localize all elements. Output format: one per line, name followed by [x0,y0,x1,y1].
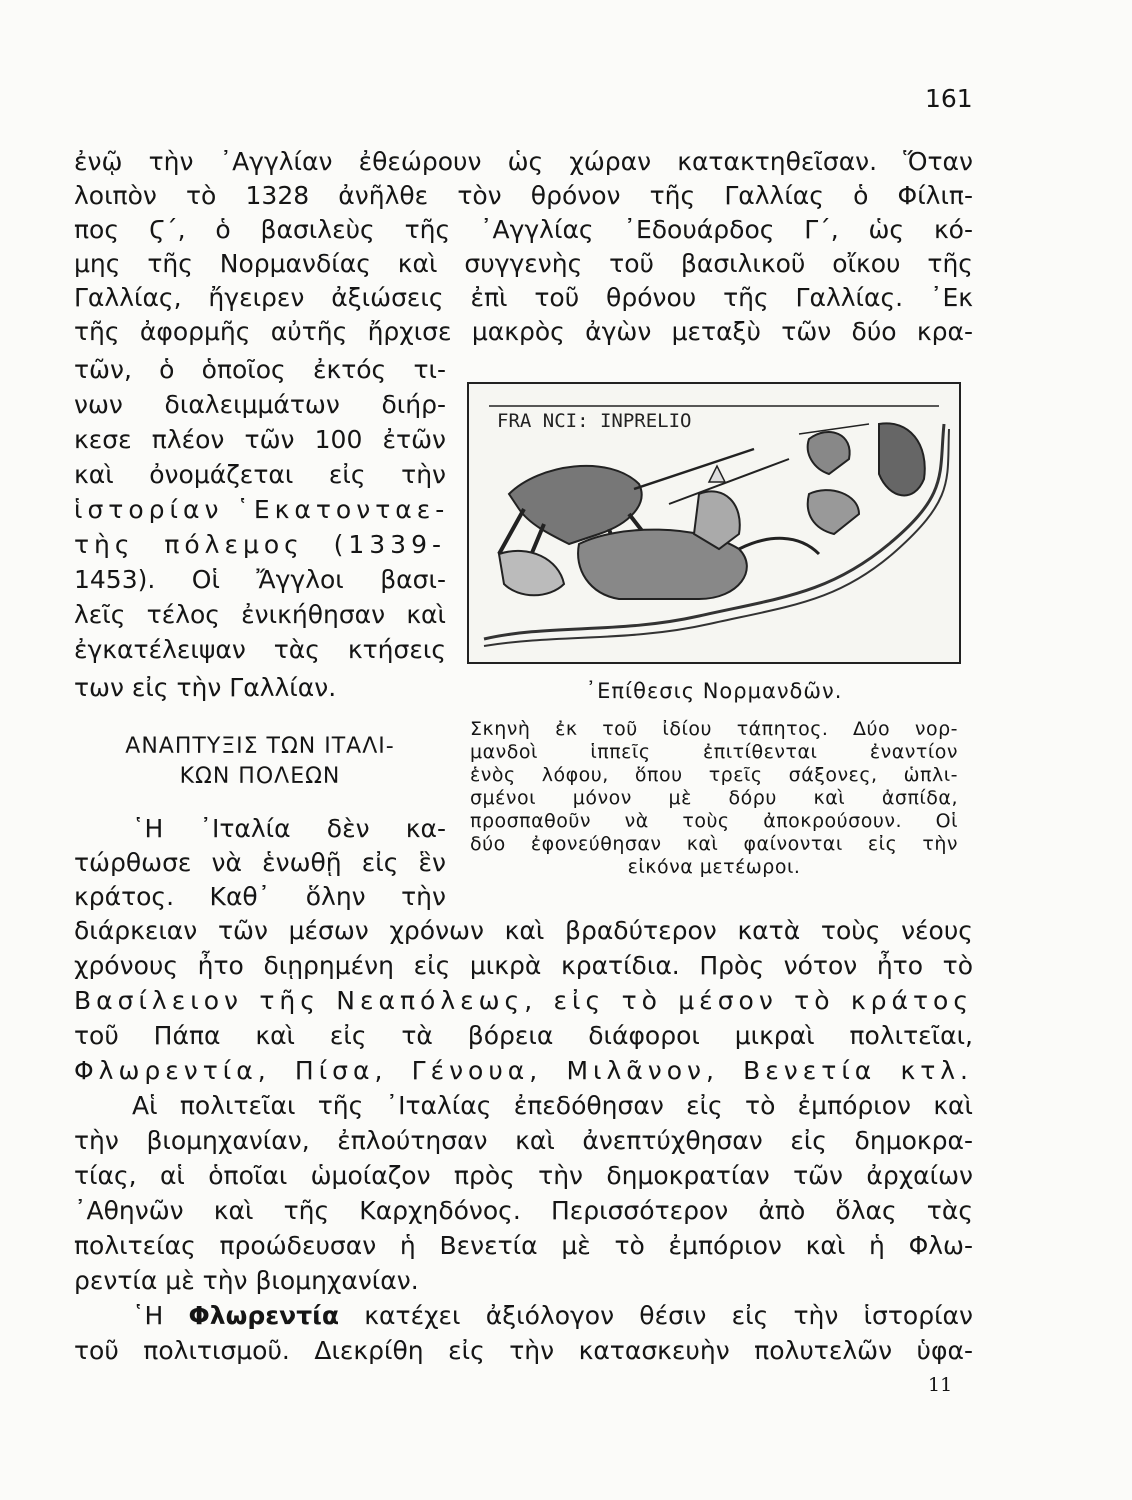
text-line: τίας, αἱ ὁποῖαι ὡμοίαζον πρὸς τὴν δημοκρατίαν τῶν ἀρχαίων [74,1161,973,1190]
figure-title: ᾽Επίθεσις Νορμανδῶν. [585,679,843,703]
section-heading: ΑΝΑΠΤΥΞΙΣ ΤΩΝ ΙΤΑΛΙ- [125,734,395,759]
text-line: καὶ ὀνομάζεται εἰς τὴν [74,460,446,489]
tapestry-illustration [467,382,961,664]
text-line: τοῦ Πάπα καὶ εἰς τὰ βόρεια διάφοροι μικραὶ πολιτεῖαι, [74,1021,973,1050]
text-fragment: κατέχει ἀξιόλογον θέσιν εἰς τὴν ἱστορίαν [339,1301,974,1330]
text-line: κράτος. Καθ᾽ ὅλην τὴν [74,882,446,911]
text-fragment: ῾Η [132,1301,189,1330]
section-heading: ΚΩΝ ΠΟΛΕΩΝ [179,764,341,789]
text-line: νων διαλειμμάτων διήρ- [74,390,446,419]
text-line: ἐνῷ τὴν ᾽Αγγλίαν ἐθεώρουν ὡς χώραν κατακτηθεῖσαν. Ὅταν [74,147,973,176]
figure-caption-line: προσπαθοῦν νὰ τοὺς ἀποκρούσουν. Οἱ [470,810,958,832]
text-line: πος Ϛ΄, ὁ βασιλεὺς τῆς ᾽Αγγλίας ᾽Εδουάρδος Γ΄, ὡς κό- [74,215,973,244]
text-line: διάρκειαν τῶν μέσων χρόνων καὶ βραδύτερον κατὰ τοὺς νέους [74,916,973,945]
text-line: ἐγκατέλειψαν τὰς κτήσεις [74,635,446,664]
text-line: Αἱ πολιτεῖαι τῆς ᾽Ιταλίας ἐπεδόθησαν εἰς τὸ ἐμπόριον καὶ [132,1091,973,1120]
text-line: κεσε πλέον τῶν 100 ἐτῶν [74,425,446,454]
signature-mark: 11 [928,1374,953,1396]
text-line: ᾽Αθηνῶν καὶ τῆς Καρχηδόνος. Περισσότερον ἀπὸ ὅλας τὰς [74,1196,973,1225]
text-line: λοιπὸν τὸ 1328 ἀνῆλθε τὸν θρόνον τῆς Γαλλίας ὁ Φίλιπ- [74,181,973,210]
text-line: τὴν βιομηχανίαν, ἐπλούτησαν καὶ ἀνεπτύχθησαν εἰς δημοκρα- [74,1126,973,1155]
text-line: τοῦ πολιτισμοῦ. Διεκρίθη εἰς τὴν κατασκευὴν πολυτελῶν ὑφα- [74,1336,973,1365]
text-line [74,1300,973,1331]
text-line: ρεντία μὲ τὴν βιομηχανίαν. [74,1266,419,1295]
text-line: τῆς ἀφορμῆς αὐτῆς ἤρχισε μακρὸς ἀγὼν μεταξὺ τῶν δύο κρα- [74,317,973,346]
text-line: Φλωρεντία, Πίσα, Γένουα, Μιλᾶνον, Βενετία κτλ. [74,1056,973,1085]
page-number: 161 [925,84,973,113]
figure-caption-line: σμένοι μόνον μὲ δόρυ καὶ ἀσπίδα, [470,787,958,809]
text-line: λεῖς τέλος ἐνικήθησαν καὶ [74,600,446,629]
text-line: τώρθωσε νὰ ἑνωθῇ εἰς ἓν [74,848,446,877]
figure-caption-line: μανδοὶ ἱππεῖς ἐπιτίθενται ἐναντίον [470,741,958,763]
figure-caption-line: δύο ἐφονεύθησαν καὶ φαίνονται εἰς τὴν [470,833,958,855]
text-line: ῾Η ᾽Ιταλία δὲν κα- [132,814,446,843]
text-line: των εἰς τὴν Γαλλίαν. [74,673,337,702]
emphasized-term: Φλωρεντία [188,1301,340,1330]
text-line: τῶν, ὁ ὁποῖος ἐκτός τι- [74,355,446,384]
text-line: 1453). Οἱ Ἄγγλοι βασι- [74,565,446,594]
text-line: ἱστορίαν ῾Εκατονταε- [74,495,450,524]
text-line: μης τῆς Νορμανδίας καὶ συγγενὴς τοῦ βασιλικοῦ οἴκου τῆς [74,249,973,278]
text-line: πολιτείας προώδευσαν ἡ Βενετία μὲ τὸ ἐμπόριον καὶ ἡ Φλω- [74,1231,973,1260]
text-line: χρόνους ἦτο διῃρημένη εἰς μικρὰ κρατίδια. Πρὸς νότον ἦτο τὸ [74,951,973,980]
figure-caption-line: εἰκόνα μετέωροι. [627,856,801,878]
figure-inscription: FRA NCI: INPRELIO [497,410,692,432]
text-line: Βασίλειον τῆς Νεαπόλεως, εἰς τὸ μέσον τὸ κράτος [74,986,973,1015]
tapestry-drawing [469,384,959,662]
figure-caption-line: ἑνὸς λόφου, ὅπου τρεῖς σάξονες, ὡπλι- [470,764,958,786]
figure-caption-line: Σκηνὴ ἐκ τοῦ ἰδίου τάπητος. Δύο νορ- [470,718,958,740]
text-line: τὴς πόλεμος (1339- [74,530,446,559]
text-line: Γαλλίας, ἤγειρεν ἀξιώσεις ἐπὶ τοῦ θρόνου τῆς Γαλλίας. ᾽Εκ [74,283,973,312]
